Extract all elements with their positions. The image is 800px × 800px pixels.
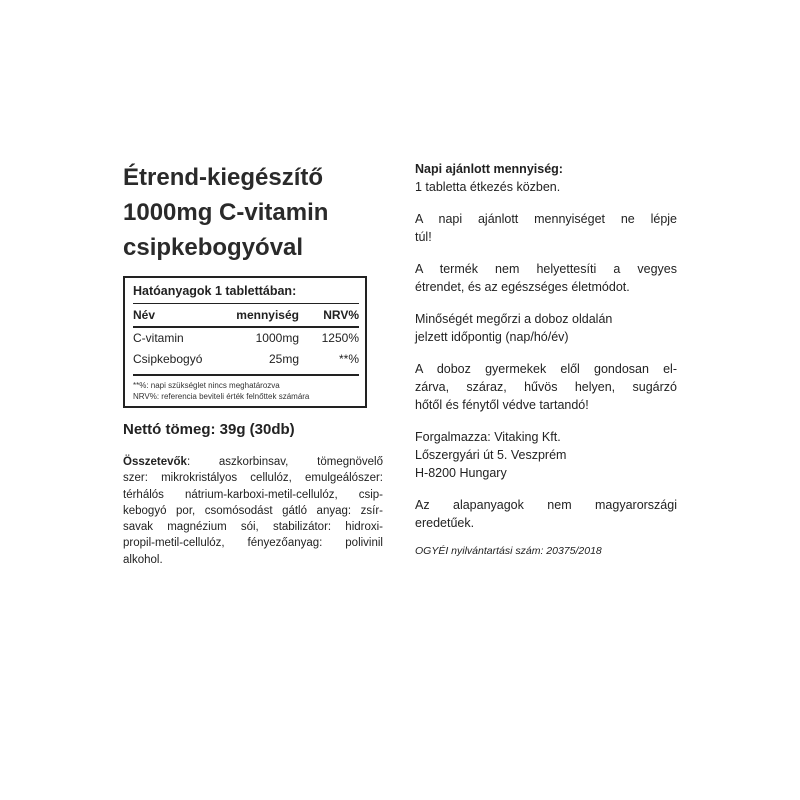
ingredients-line: savak magnézium sói, stabilizátor: hidroxi- (123, 521, 383, 534)
net-weight: Nettó tömeg: 39g (30db) (123, 421, 295, 438)
header-nrv: NRV% (323, 308, 359, 322)
origin-section (415, 496, 677, 532)
active-ingredients-table (123, 276, 367, 408)
product-title (123, 160, 383, 265)
cell-nrv: **% (338, 352, 359, 366)
children-line: A doboz gyermekek elől gondosan el- (415, 362, 677, 376)
table-body (133, 328, 359, 376)
diet-line: étrendet, és az egészséges életmódot. (415, 280, 630, 294)
title-line: Étrend-kiegészítő (123, 164, 324, 191)
warning-line: túl! (415, 230, 432, 244)
dosage-heading: Napi ajánlott mennyiség: (415, 162, 563, 176)
ingredients-line: propil-metil-cellulóz, fényezőanyag: polivinil (123, 537, 383, 550)
distributor-line: Lőszergyári út 5. Veszprém (415, 448, 567, 462)
origin-line: Az alapanyagok nem magyarországi (415, 498, 677, 512)
ingredients-line: alkohol. (123, 553, 163, 566)
ingredients-label: Összetevők (123, 456, 187, 468)
table-header-row (133, 304, 359, 328)
expiry-line: jelzett időpontig (nap/hó/év) (415, 330, 569, 344)
warning-line: A napi ajánlott mennyiséget ne lépje (415, 212, 677, 226)
diet-section (415, 260, 677, 296)
registry-number: OGYÉI nyilvántartási szám: 20375/2018 (415, 545, 602, 557)
title-line: csipkebogyóval (123, 234, 304, 261)
expiry-section (415, 310, 677, 346)
children-warning-section (415, 360, 677, 414)
header-name: Név (133, 308, 156, 322)
diet-line: A termék nem helyettesíti a vegyes (415, 262, 677, 276)
table-footnotes (133, 376, 359, 402)
ingredients-line: kebogyó por, csomósodást gátló anyag: zsír- (123, 504, 383, 517)
warning-section (415, 210, 677, 246)
title-line: 1000mg C-vitamin (123, 199, 329, 226)
cell-name: C-vitamin (133, 331, 184, 345)
distributor-line: Forgalmazza: Vitaking Kft. (415, 430, 561, 444)
children-line: hőtől és fénytől védve tartandó! (415, 398, 589, 412)
footnote: **%: napi szükséglet nincs meghatározva (133, 381, 280, 390)
ingredients-text: : aszkorbinsav, tömegnövelő (186, 456, 383, 468)
right-column (415, 160, 677, 559)
table-row (133, 328, 359, 349)
footnote: NRV%: referencia beviteli érték felnőttek számára (133, 392, 310, 401)
cell-amount: 1000mg (255, 331, 299, 345)
cell-nrv: 1250% (321, 331, 359, 345)
ingredients-line: térhálós nátrium-karboxi-metil-cellulóz, csip- (123, 488, 383, 501)
dosage-text: 1 tabletta étkezés közben. (415, 180, 561, 194)
children-line: zárva, száraz, hűvös helyen, sugárzó (415, 380, 677, 394)
cell-amount: 25mg (268, 352, 299, 366)
ingredients-section (123, 454, 383, 568)
distributor-line: H-8200 Hungary (415, 466, 507, 480)
ingredients-line: szer: mikrokristályos cellulóz, emulgeálószer: (123, 472, 383, 485)
ingredients-line (123, 454, 383, 470)
header-amount: mennyiség (236, 308, 299, 322)
origin-line: eredetűek. (415, 516, 475, 530)
distributor-section (415, 428, 677, 482)
dosage-section (415, 160, 677, 196)
cell-name: Csipkebogyó (133, 352, 203, 366)
table-row (133, 349, 359, 370)
expiry-line: Minőségét megőrzi a doboz oldalán (415, 312, 613, 326)
table-title: Hatóanyagok 1 tablettában: (133, 284, 359, 304)
left-column (123, 160, 383, 568)
